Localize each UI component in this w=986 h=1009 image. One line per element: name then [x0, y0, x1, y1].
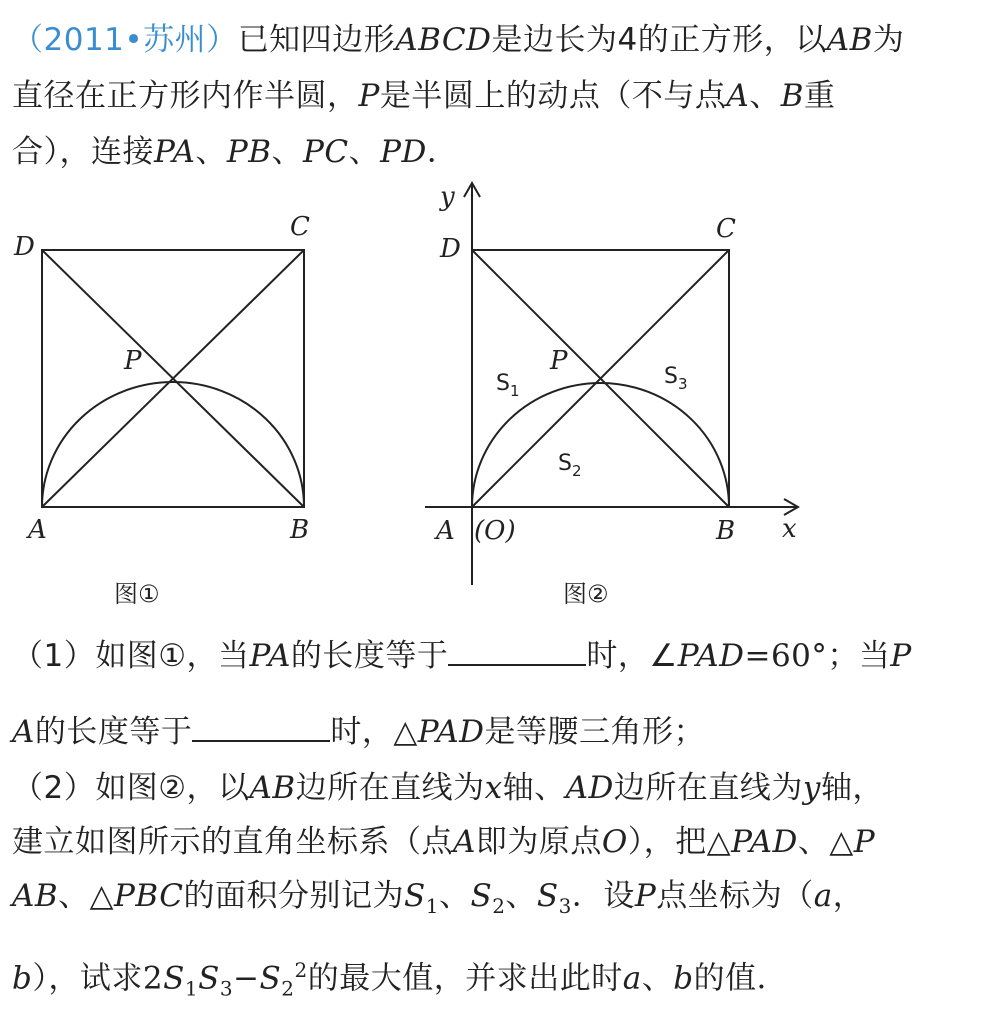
fig2-caption: 图②	[563, 580, 609, 608]
answer-blank-1[interactable]	[448, 638, 586, 666]
problem-line-2: 直径在正方形内作半圆，P是半圆上的动点（不与点A、B重	[12, 78, 836, 114]
fig2-label-c: C	[716, 214, 736, 244]
region-s1: $S_1$	[496, 371, 520, 400]
part2-line-3: AB、△PBC的面积分别记为$S_1$、$S_2$、$S_3$．设P点坐标为（a，	[12, 878, 865, 919]
fig1-label-c: C	[290, 212, 310, 242]
fig1-caption: 图①	[114, 580, 160, 608]
part1-line-2: A的长度等于 时，△PAD是等腰三角形；	[12, 714, 705, 750]
fig2-semicircle	[472, 383, 729, 507]
answer-blank-2[interactable]	[192, 714, 330, 742]
region-s3: $S_3$	[664, 364, 688, 393]
part2-line-1: （2）如图②，以AB边所在直线为x轴、AD边所在直线为y轴，	[12, 770, 884, 806]
fig1-semicircle	[42, 382, 304, 507]
fig1-label-b: B	[290, 515, 310, 545]
problem-line-1: （2011•苏州）已知四边形ABCD是边长为4的正方形，以AB为	[12, 22, 905, 58]
fig2-label-o: (O)	[474, 516, 516, 546]
fig2-label-d: D	[440, 234, 461, 264]
fig1-label-a: A	[28, 515, 47, 545]
figures	[0, 175, 986, 620]
problem-line-3: 合），连接PA、PB、PC、PD．	[12, 134, 459, 170]
part2-line-2: 建立如图所示的直角坐标系（点A即为原点O），把△PAD、△P	[12, 824, 876, 860]
part1-line-1: （1）如图①，当PA的长度等于 时，∠PAD=60°；当P	[12, 638, 912, 674]
fig2-label-b: B	[716, 516, 736, 546]
figure-1	[42, 250, 304, 507]
fig1-label-d: D	[14, 232, 35, 262]
fig1-label-p: P	[124, 346, 142, 376]
fig2-label-y: y	[440, 182, 455, 212]
region-s2: $S_2$	[558, 451, 582, 480]
part2-line-4: b），试求$2S_1S_3-S_2^2$的最大值，并求出此时a、b的值．	[12, 958, 789, 1001]
fig2-label-x: x	[782, 514, 797, 544]
problem-source: （2011•苏州）	[12, 22, 238, 58]
fig2-label-a: A	[436, 516, 455, 546]
fig2-label-p: P	[550, 346, 568, 376]
